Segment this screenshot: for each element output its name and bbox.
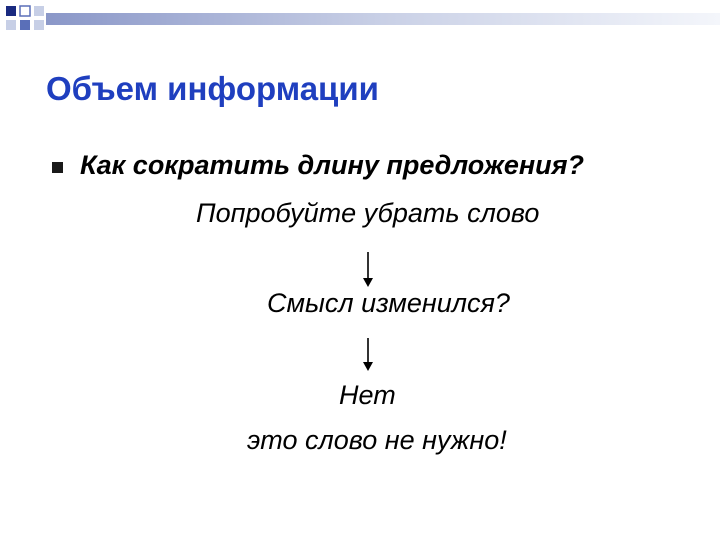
step-try-remove-word: Попробуйте убрать слово [196,198,540,228]
step-conclusion: это слово не нужно! [247,425,507,455]
step-meaning-changed: Смысл изменился? [267,288,510,318]
decor-square-5 [20,20,30,30]
decor-square-2 [20,6,30,16]
decor-square-4 [6,20,16,30]
slide-title: Объем информации [46,70,379,107]
arrow-down-icon [360,336,376,372]
decor-square-1 [6,6,16,16]
decor-square-6 [34,20,44,30]
header-gradient-bar [46,13,720,25]
square-bullet-icon [52,162,63,173]
question-text: Как сократить длину предложения? [80,150,585,180]
step-answer-no: Нет [339,380,396,410]
decorative-header-bar [0,0,720,40]
header-decoration [0,0,720,40]
arrow-down-icon [360,250,376,288]
decor-square-3 [34,6,44,16]
